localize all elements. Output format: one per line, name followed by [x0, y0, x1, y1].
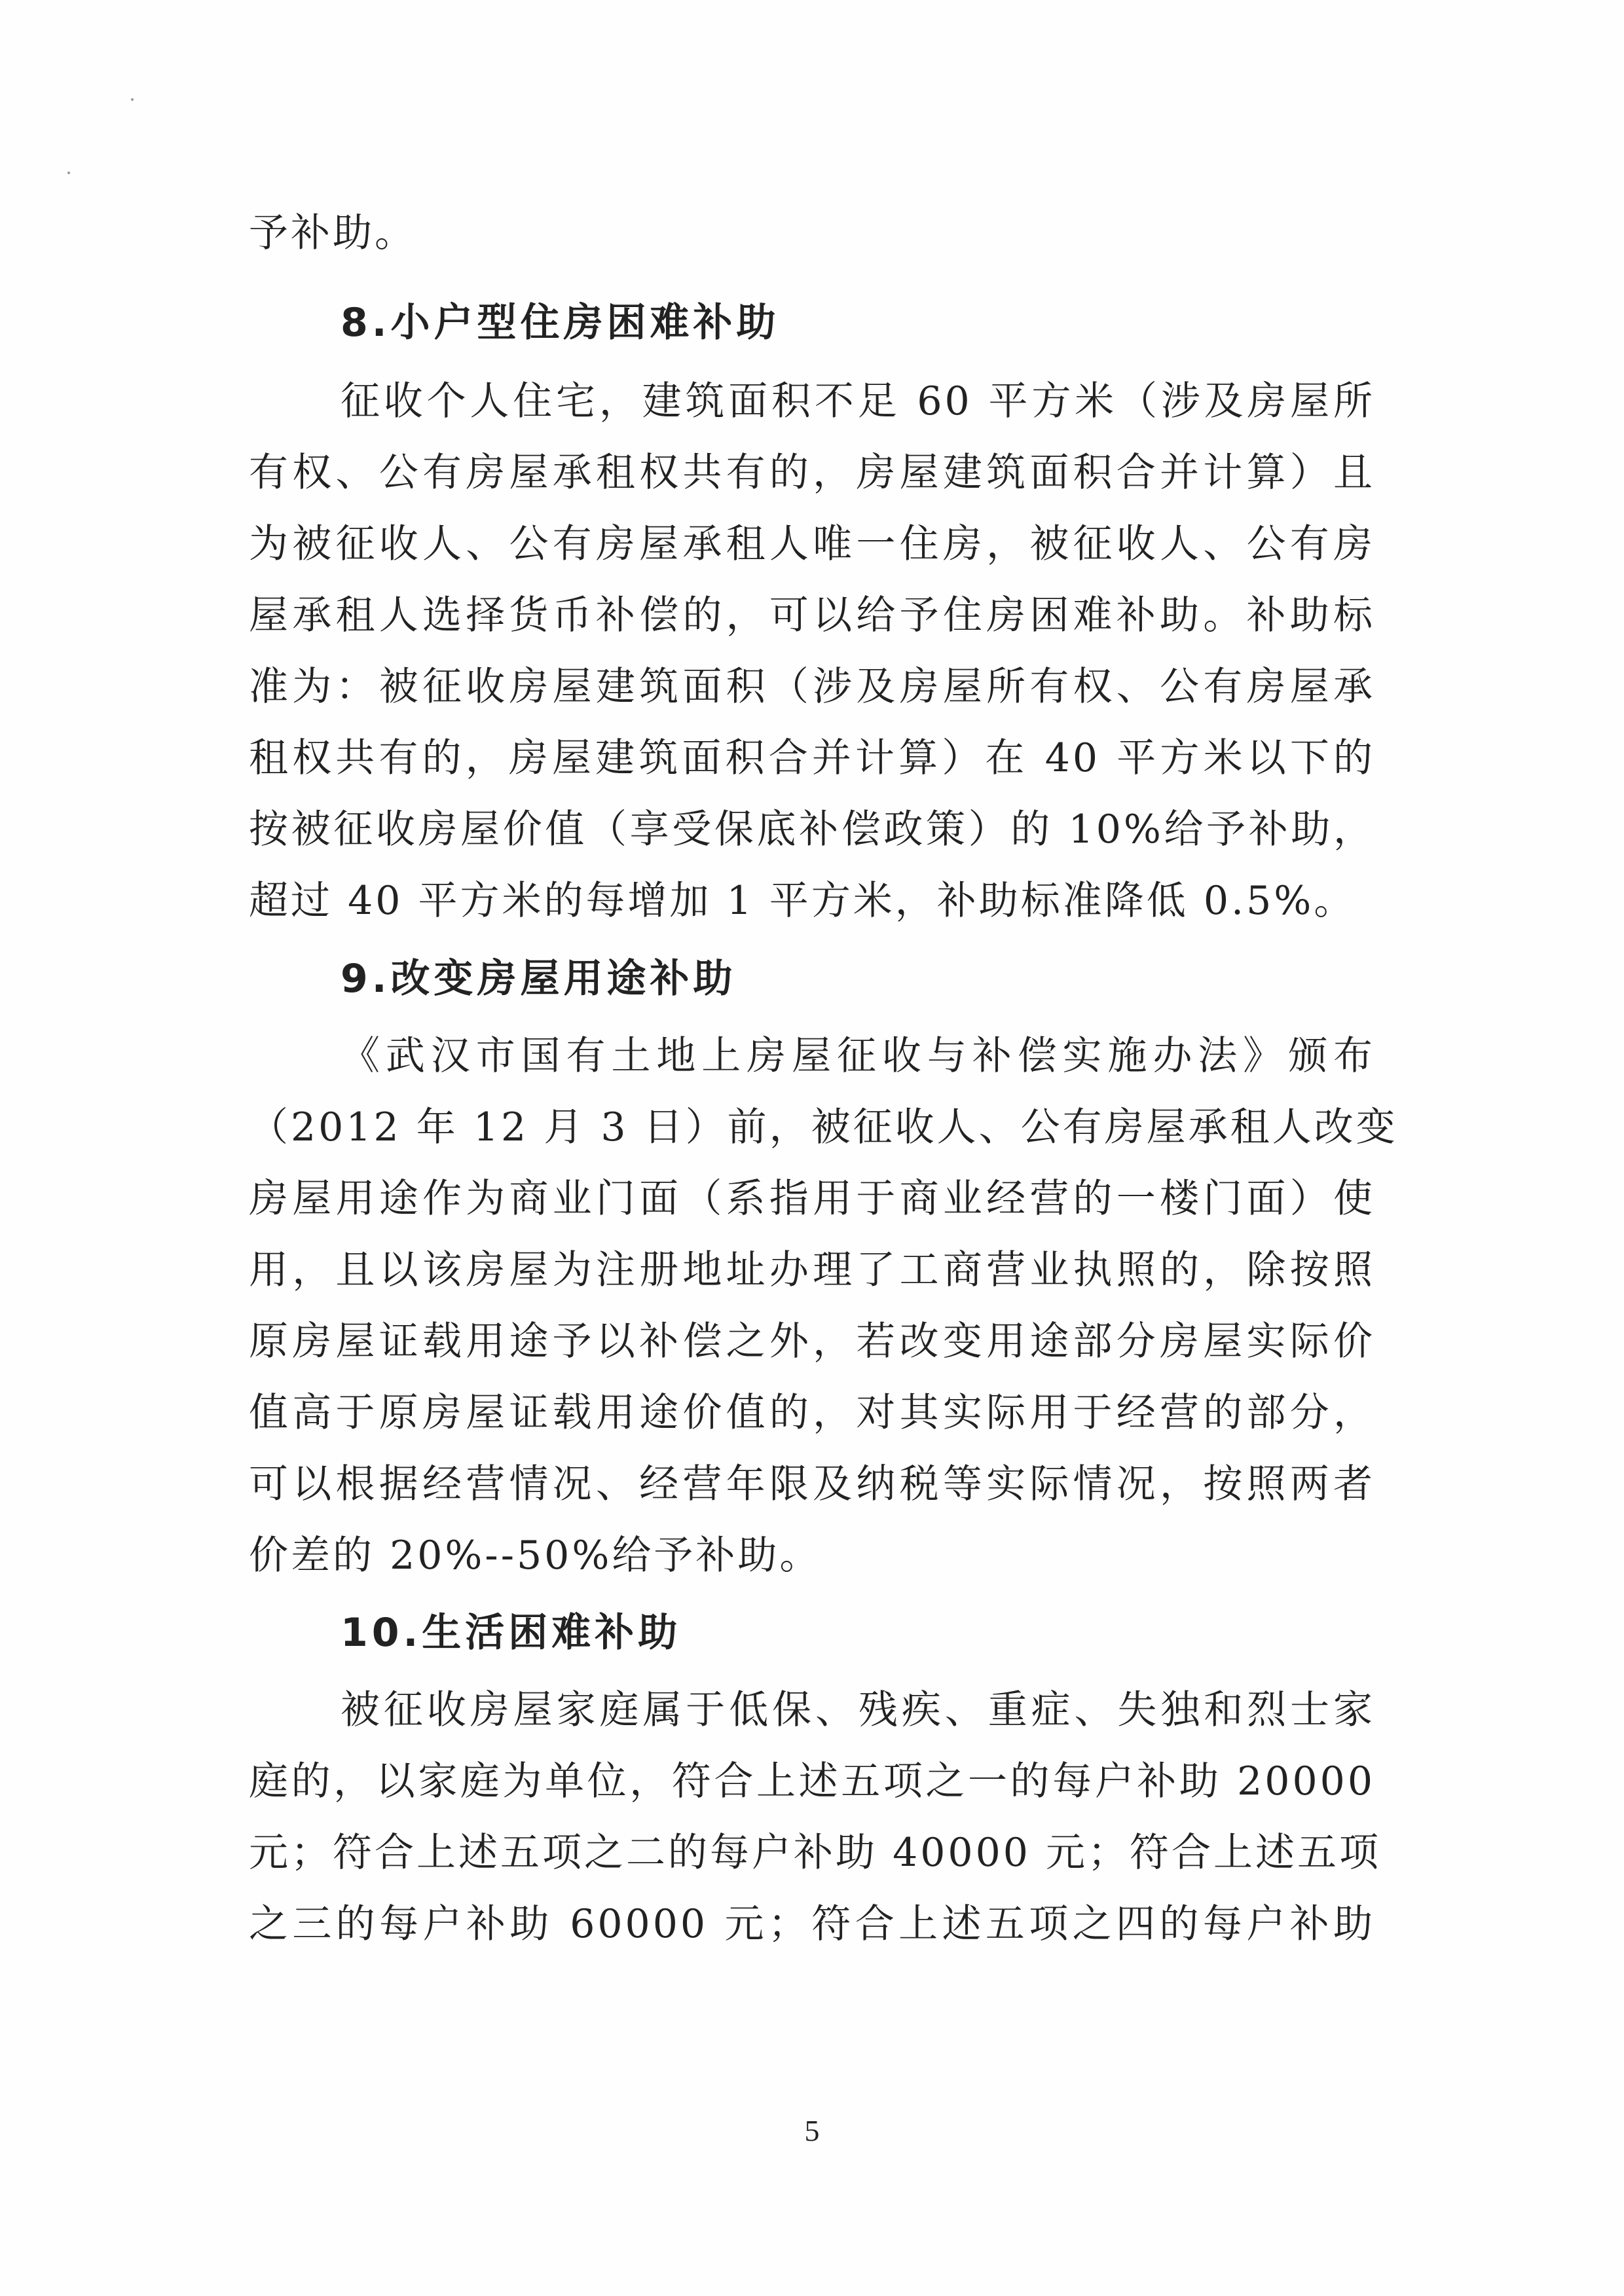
paragraph-line: 按被征收房屋价值（享受保底补偿政策）的 10%给予补助，: [249, 807, 1375, 852]
paragraph-line: 为被征收人、公有房屋承租人唯一住房，被征收人、公有房: [249, 521, 1375, 567]
paragraph-line: 之三的每户补助 60000 元；符合上述五项之四的每户补助: [249, 1901, 1375, 1947]
paragraph-line: 征收个人住宅，建筑面积不足 60 平方米（涉及房屋所: [341, 378, 1375, 424]
paragraph-line: 用，且以该房屋为注册地址办理了工商营业执照的，除按照: [249, 1247, 1375, 1293]
paragraph-line: 元；符合上述五项之二的每户补助 40000 元；符合上述五项: [249, 1830, 1382, 1876]
page-number: 5: [804, 2114, 820, 2147]
paragraph-line: 准为：被征收房屋建筑面积（涉及房屋所有权、公有房屋承: [249, 664, 1375, 710]
section-heading-9: 9.改变房屋用途补助: [341, 956, 737, 1002]
section-heading-10: 10.生活困难补助: [341, 1610, 682, 1656]
paragraph-line: 租权共有的，房屋建筑面积合并计算）在 40 平方米以下的: [249, 735, 1375, 781]
paragraph-line: 《武汉市国有土地上房屋征收与补偿实施办法》颁布: [341, 1033, 1375, 1079]
paragraph-line: 值高于原房屋证载用途价值的，对其实际用于经营的部分，: [249, 1390, 1375, 1436]
paragraph-line: 庭的，以家庭为单位，符合上述五项之一的每户补助 20000: [249, 1758, 1375, 1804]
paragraph-line: 予补助。: [249, 210, 416, 256]
scan-speck: [67, 172, 70, 174]
scan-speck: [131, 98, 134, 101]
paragraph-line: 超过 40 平方米的每增加 1 平方米，补助标准降低 0.5%。: [249, 878, 1356, 924]
paragraph-line: （2012 年 12 月 3 日）前，被征收人、公有房屋承租人改变: [249, 1104, 1398, 1150]
section-heading-8: 8.小户型住房困难补助: [341, 300, 780, 346]
paragraph-line: 屋承租人选择货币补偿的，可以给予住房困难补助。补助标: [249, 592, 1375, 638]
paragraph-line: 有权、公有房屋承租权共有的，房屋建筑面积合并计算）且: [249, 450, 1375, 496]
paragraph-line: 被征收房屋家庭属于低保、残疾、重症、失独和烈士家: [341, 1687, 1375, 1733]
paragraph-line: 可以根据经营情况、经营年限及纳税等实际情况，按照两者: [249, 1461, 1375, 1507]
paragraph-line: 价差的 20%--50%给予补助。: [249, 1533, 822, 1578]
paragraph-line: 原房屋证载用途予以补偿之外，若改变用途部分房屋实际价: [249, 1319, 1375, 1364]
paragraph-line: 房屋用途作为商业门面（系指用于商业经营的一楼门面）使: [249, 1176, 1375, 1222]
